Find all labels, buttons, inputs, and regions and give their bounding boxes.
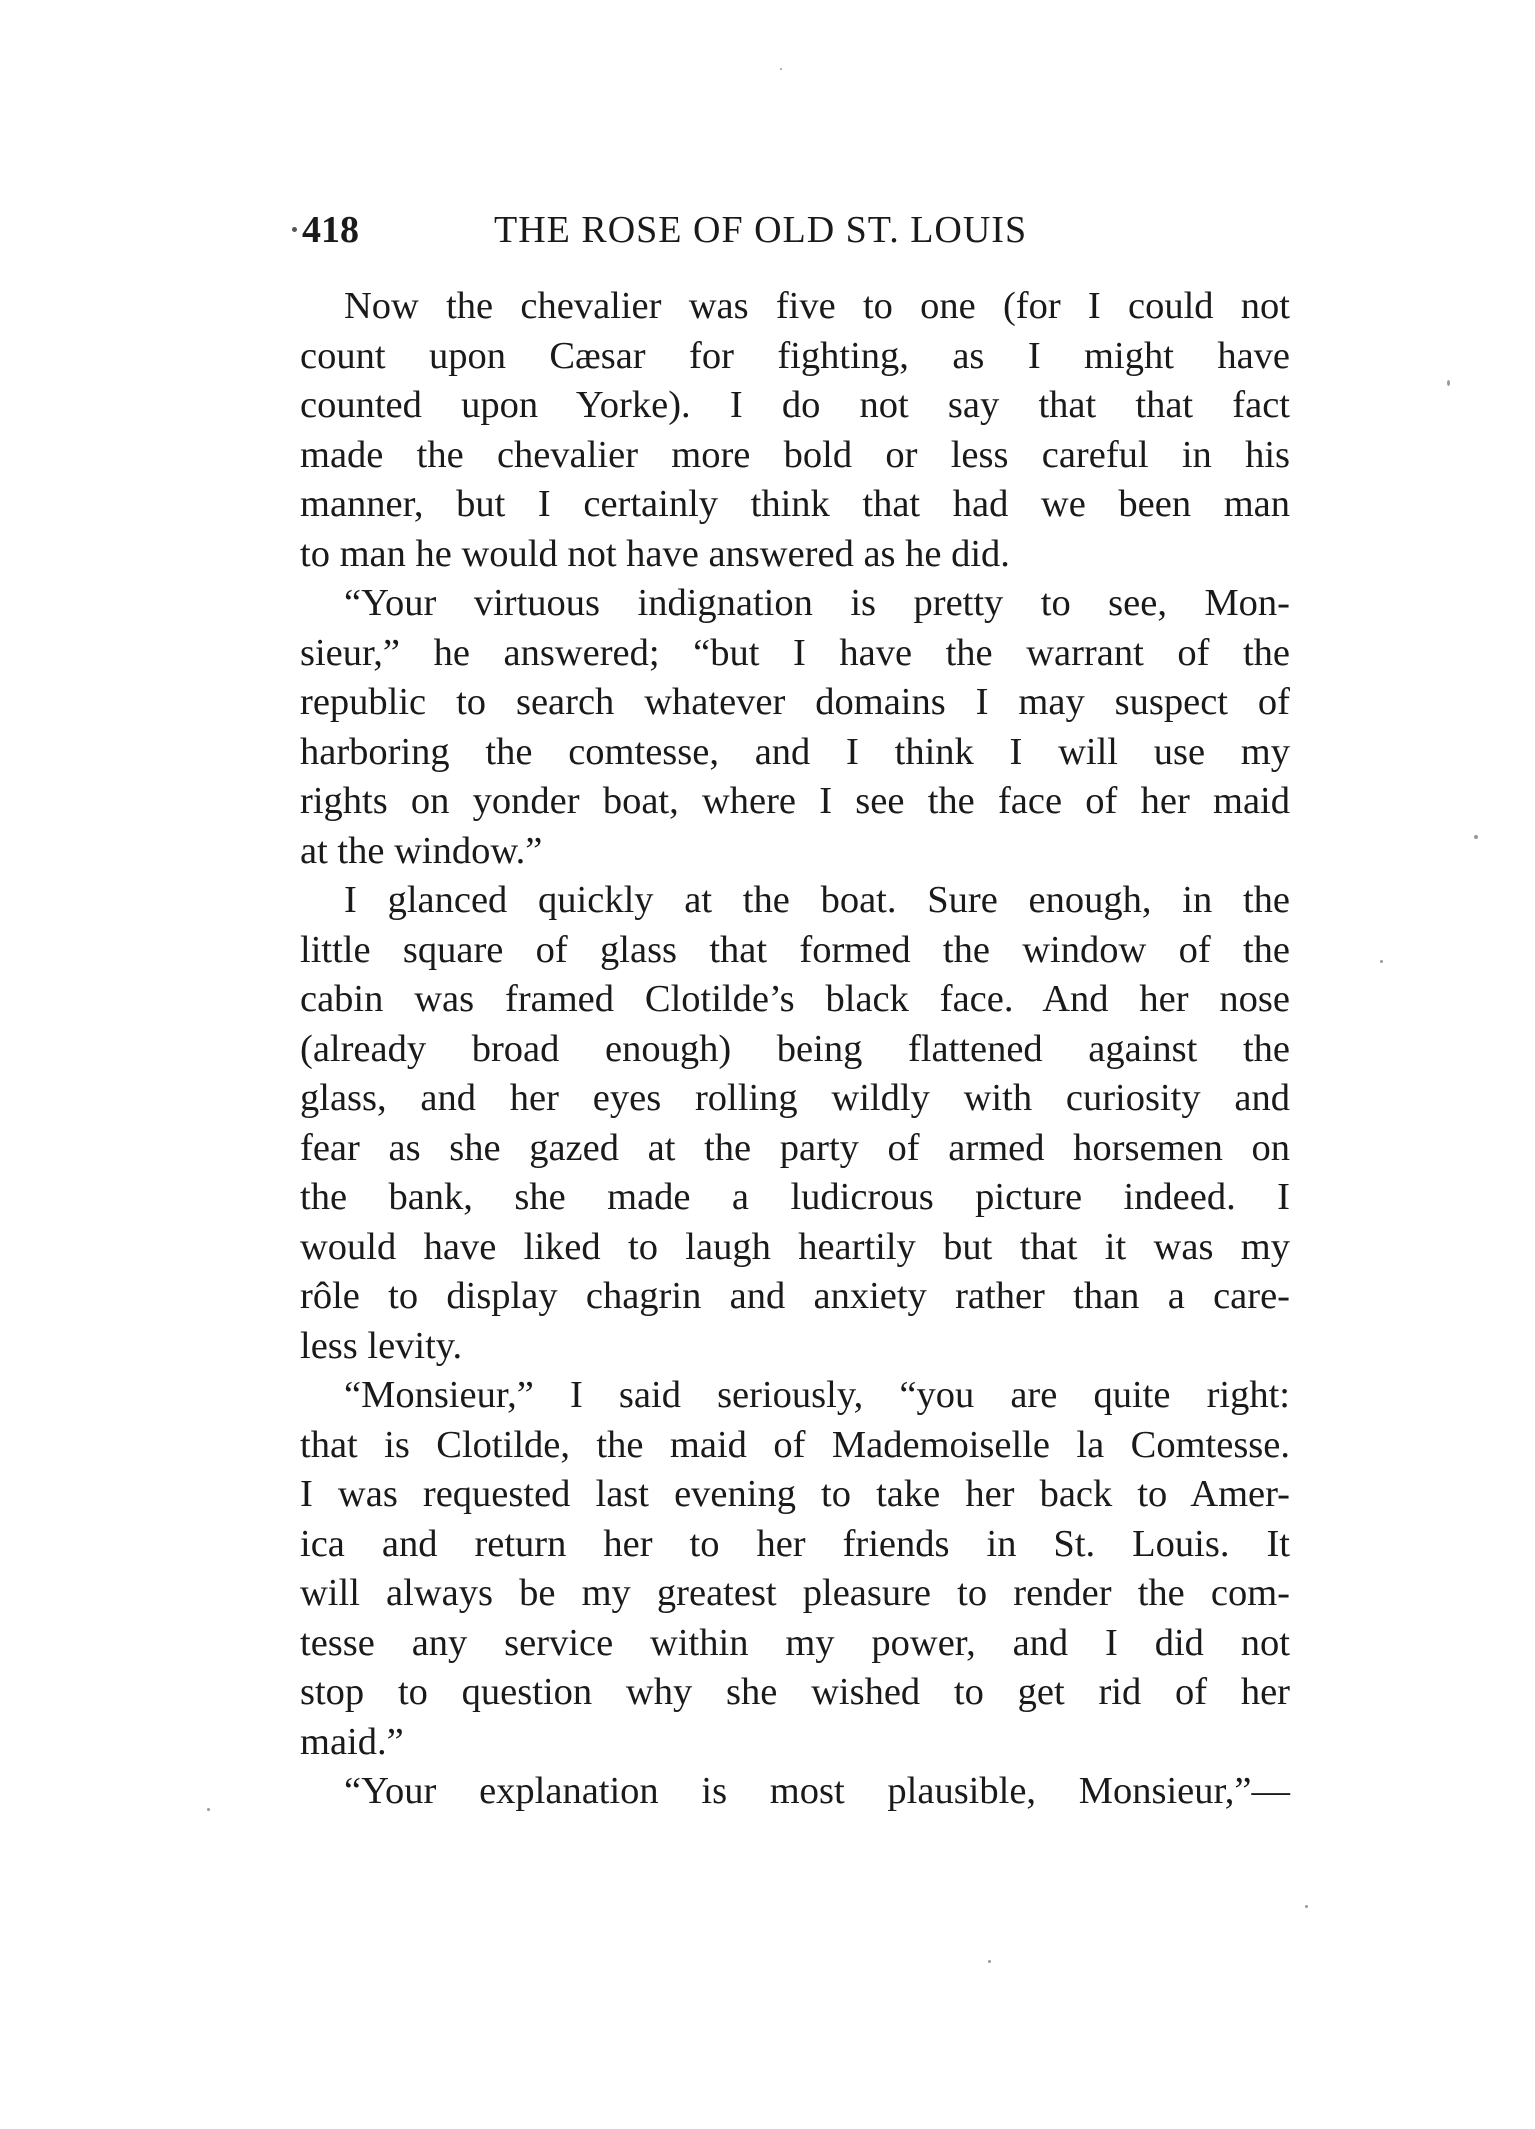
text-line: (already broad enough) being flattened against the (300, 1027, 1290, 1070)
scan-speck (1305, 1905, 1308, 1908)
text-line: “Monsieur,” I said seriously, “you are quite right: (344, 1374, 1290, 1416)
running-title: THE ROSE OF OLD ST. LOUIS (494, 209, 1028, 251)
text-line: rights on yonder boat, where I see the face of her maid (300, 780, 1290, 822)
text-line: fear as she gazed at the party of armed horsemen on (300, 1126, 1290, 1169)
text-line: will always be my greatest pleasure to render the com- (300, 1572, 1290, 1614)
text-line: counted upon Yorke). I do not say that that fact (300, 384, 1290, 426)
text-line: Now the chevalier was five to one (for I could not (344, 285, 1290, 327)
text-line: republic to search whatever domains I may suspect of (300, 681, 1290, 723)
text-line: glass, and her eyes rolling wildly with curiosity and (300, 1077, 1290, 1119)
page-number: 418 (302, 209, 359, 251)
scan-speck (988, 1960, 991, 1963)
running-head (302, 205, 1282, 255)
text-line: harboring the comtesse, and I think I will use my (300, 730, 1290, 773)
text-line: “Your explanation is most plausible, Monsieur,”— (344, 1770, 1290, 1812)
scan-speck (1447, 380, 1450, 386)
body-text (300, 282, 1290, 1817)
text-line: less levity. (300, 1324, 463, 1367)
text-line: “Your virtuous indignation is pretty to see, Mon- (344, 582, 1290, 624)
scan-speck (1474, 835, 1478, 839)
text-line: tesse any service within my power, and I did not (300, 1621, 1290, 1664)
text-line: rôle to display chagrin and anxiety rather than a care- (300, 1275, 1290, 1317)
text-line: little square of glass that formed the window of the (300, 928, 1290, 971)
text-line: maid.” (300, 1720, 404, 1763)
text-line: sieur,” he answered; “but I have the warrant of the (300, 631, 1290, 674)
text-line: to man he would not have answered as he did. (300, 532, 1010, 575)
text-line: would have liked to laugh heartily but that it was my (300, 1225, 1290, 1268)
text-line: made the chevalier more bold or less careful in his (300, 433, 1290, 476)
text-line: I was requested last evening to take her back to Amer- (300, 1473, 1290, 1515)
text-line: at the window.” (300, 829, 543, 872)
scan-speck (1380, 960, 1383, 963)
text-line: I glanced quickly at the boat. Sure enough, in the (344, 879, 1290, 921)
text-line: stop to question why she wished to get rid of her (300, 1671, 1290, 1713)
text-line: count upon Cæsar for fighting, as I might have (300, 334, 1290, 377)
scan-speck (207, 1808, 210, 1811)
text-line: the bank, she made a ludicrous picture indeed. I (300, 1176, 1290, 1218)
text-line: ica and return her to her friends in St. Louis. It (300, 1522, 1290, 1565)
text-line: that is Clotilde, the maid of Mademoiselle la Comtesse. (300, 1423, 1290, 1466)
text-line: cabin was framed Clotilde’s black face. And her nose (300, 978, 1290, 1020)
margin-dot (292, 227, 297, 232)
scan-speck (780, 68, 782, 70)
text-line: manner, but I certainly think that had we been man (300, 483, 1290, 525)
